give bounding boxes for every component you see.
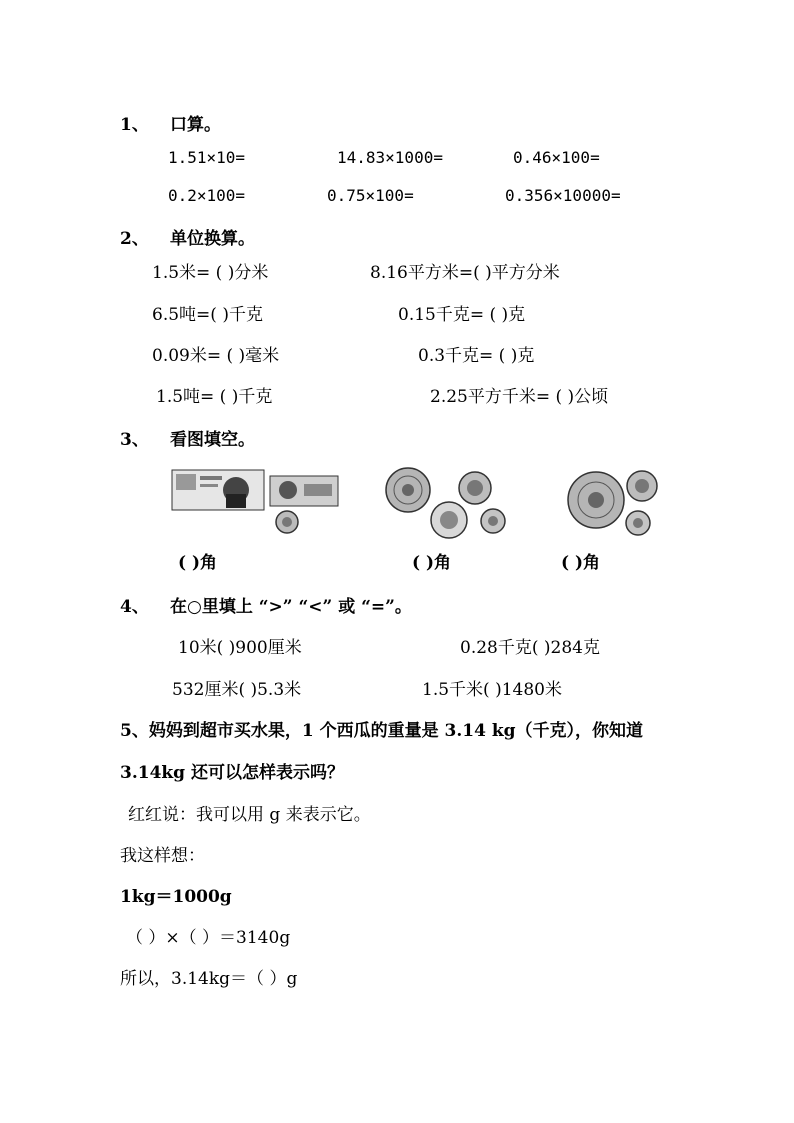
section-3-title: 看图填空。 <box>170 430 255 450</box>
problem-5-line: 5、妈妈到超市买水果，1 个西瓜的重量是 3.14 kg（千克），你知道 <box>120 721 643 741</box>
coins-image-b <box>560 466 670 538</box>
compare-item: 1.5千米( )1480米 <box>422 680 562 700</box>
calc-item: 0.2×100= <box>168 186 246 205</box>
answer-blank[interactable]: ( )角 <box>412 553 452 573</box>
conversion-item: 0.15千克= ( )克 <box>398 305 526 325</box>
conversion-item: 0.09米= ( )毫米 <box>152 346 280 366</box>
problem-5-line: 3.14kg 还可以怎样表示吗？ <box>120 763 344 783</box>
calc-item: 0.46×100= <box>513 148 600 167</box>
banknotes-coin-image <box>170 466 340 536</box>
conversion-item: 2.25平方千米= ( )公顷 <box>430 387 609 407</box>
problem-5-line[interactable]: 所以，3.14kg＝（ ）g <box>120 969 298 989</box>
section-4-title: 在○里填上 “>” “<” 或 “=”。 <box>170 597 412 617</box>
conversion-item: 1.5米= ( )分米 <box>152 263 269 283</box>
calc-item: 0.356×10000= <box>505 186 621 205</box>
coins-image-a <box>383 464 518 540</box>
conversion-item: 0.3千克= ( )克 <box>418 346 535 366</box>
section-2-title: 单位换算。 <box>170 229 255 249</box>
problem-5-line[interactable]: （ ）×（ ）＝3140g <box>126 928 291 948</box>
calc-item: 14.83×1000= <box>337 148 443 167</box>
problem-5-line: 1kg＝1000g <box>120 887 232 907</box>
answer-blank[interactable]: ( )角 <box>178 553 218 573</box>
section-4-number: 4、 <box>120 597 149 617</box>
section-1-number: 1、 <box>120 115 149 135</box>
calc-item: 1.51×10= <box>168 148 246 167</box>
conversion-item: 6.5吨=( )千克 <box>152 305 263 325</box>
calc-item: 0.75×100= <box>327 186 414 205</box>
conversion-item: 1.5吨= ( )千克 <box>156 387 273 407</box>
section-1-title: 口算。 <box>170 115 221 135</box>
answer-blank[interactable]: ( )角 <box>561 553 601 573</box>
section-3-number: 3、 <box>120 430 149 450</box>
problem-5-line: 我这样想： <box>120 846 205 866</box>
compare-item: 0.28千克( )284克 <box>460 638 600 658</box>
problem-5-line: 红红说：我可以用 g 来表示它。 <box>128 805 371 825</box>
conversion-item: 8.16平方米=( )平方分米 <box>370 263 560 283</box>
section-2-number: 2、 <box>120 229 149 249</box>
compare-item: 532厘米( )5.3米 <box>172 680 302 700</box>
compare-item: 10米( )900厘米 <box>178 638 302 658</box>
